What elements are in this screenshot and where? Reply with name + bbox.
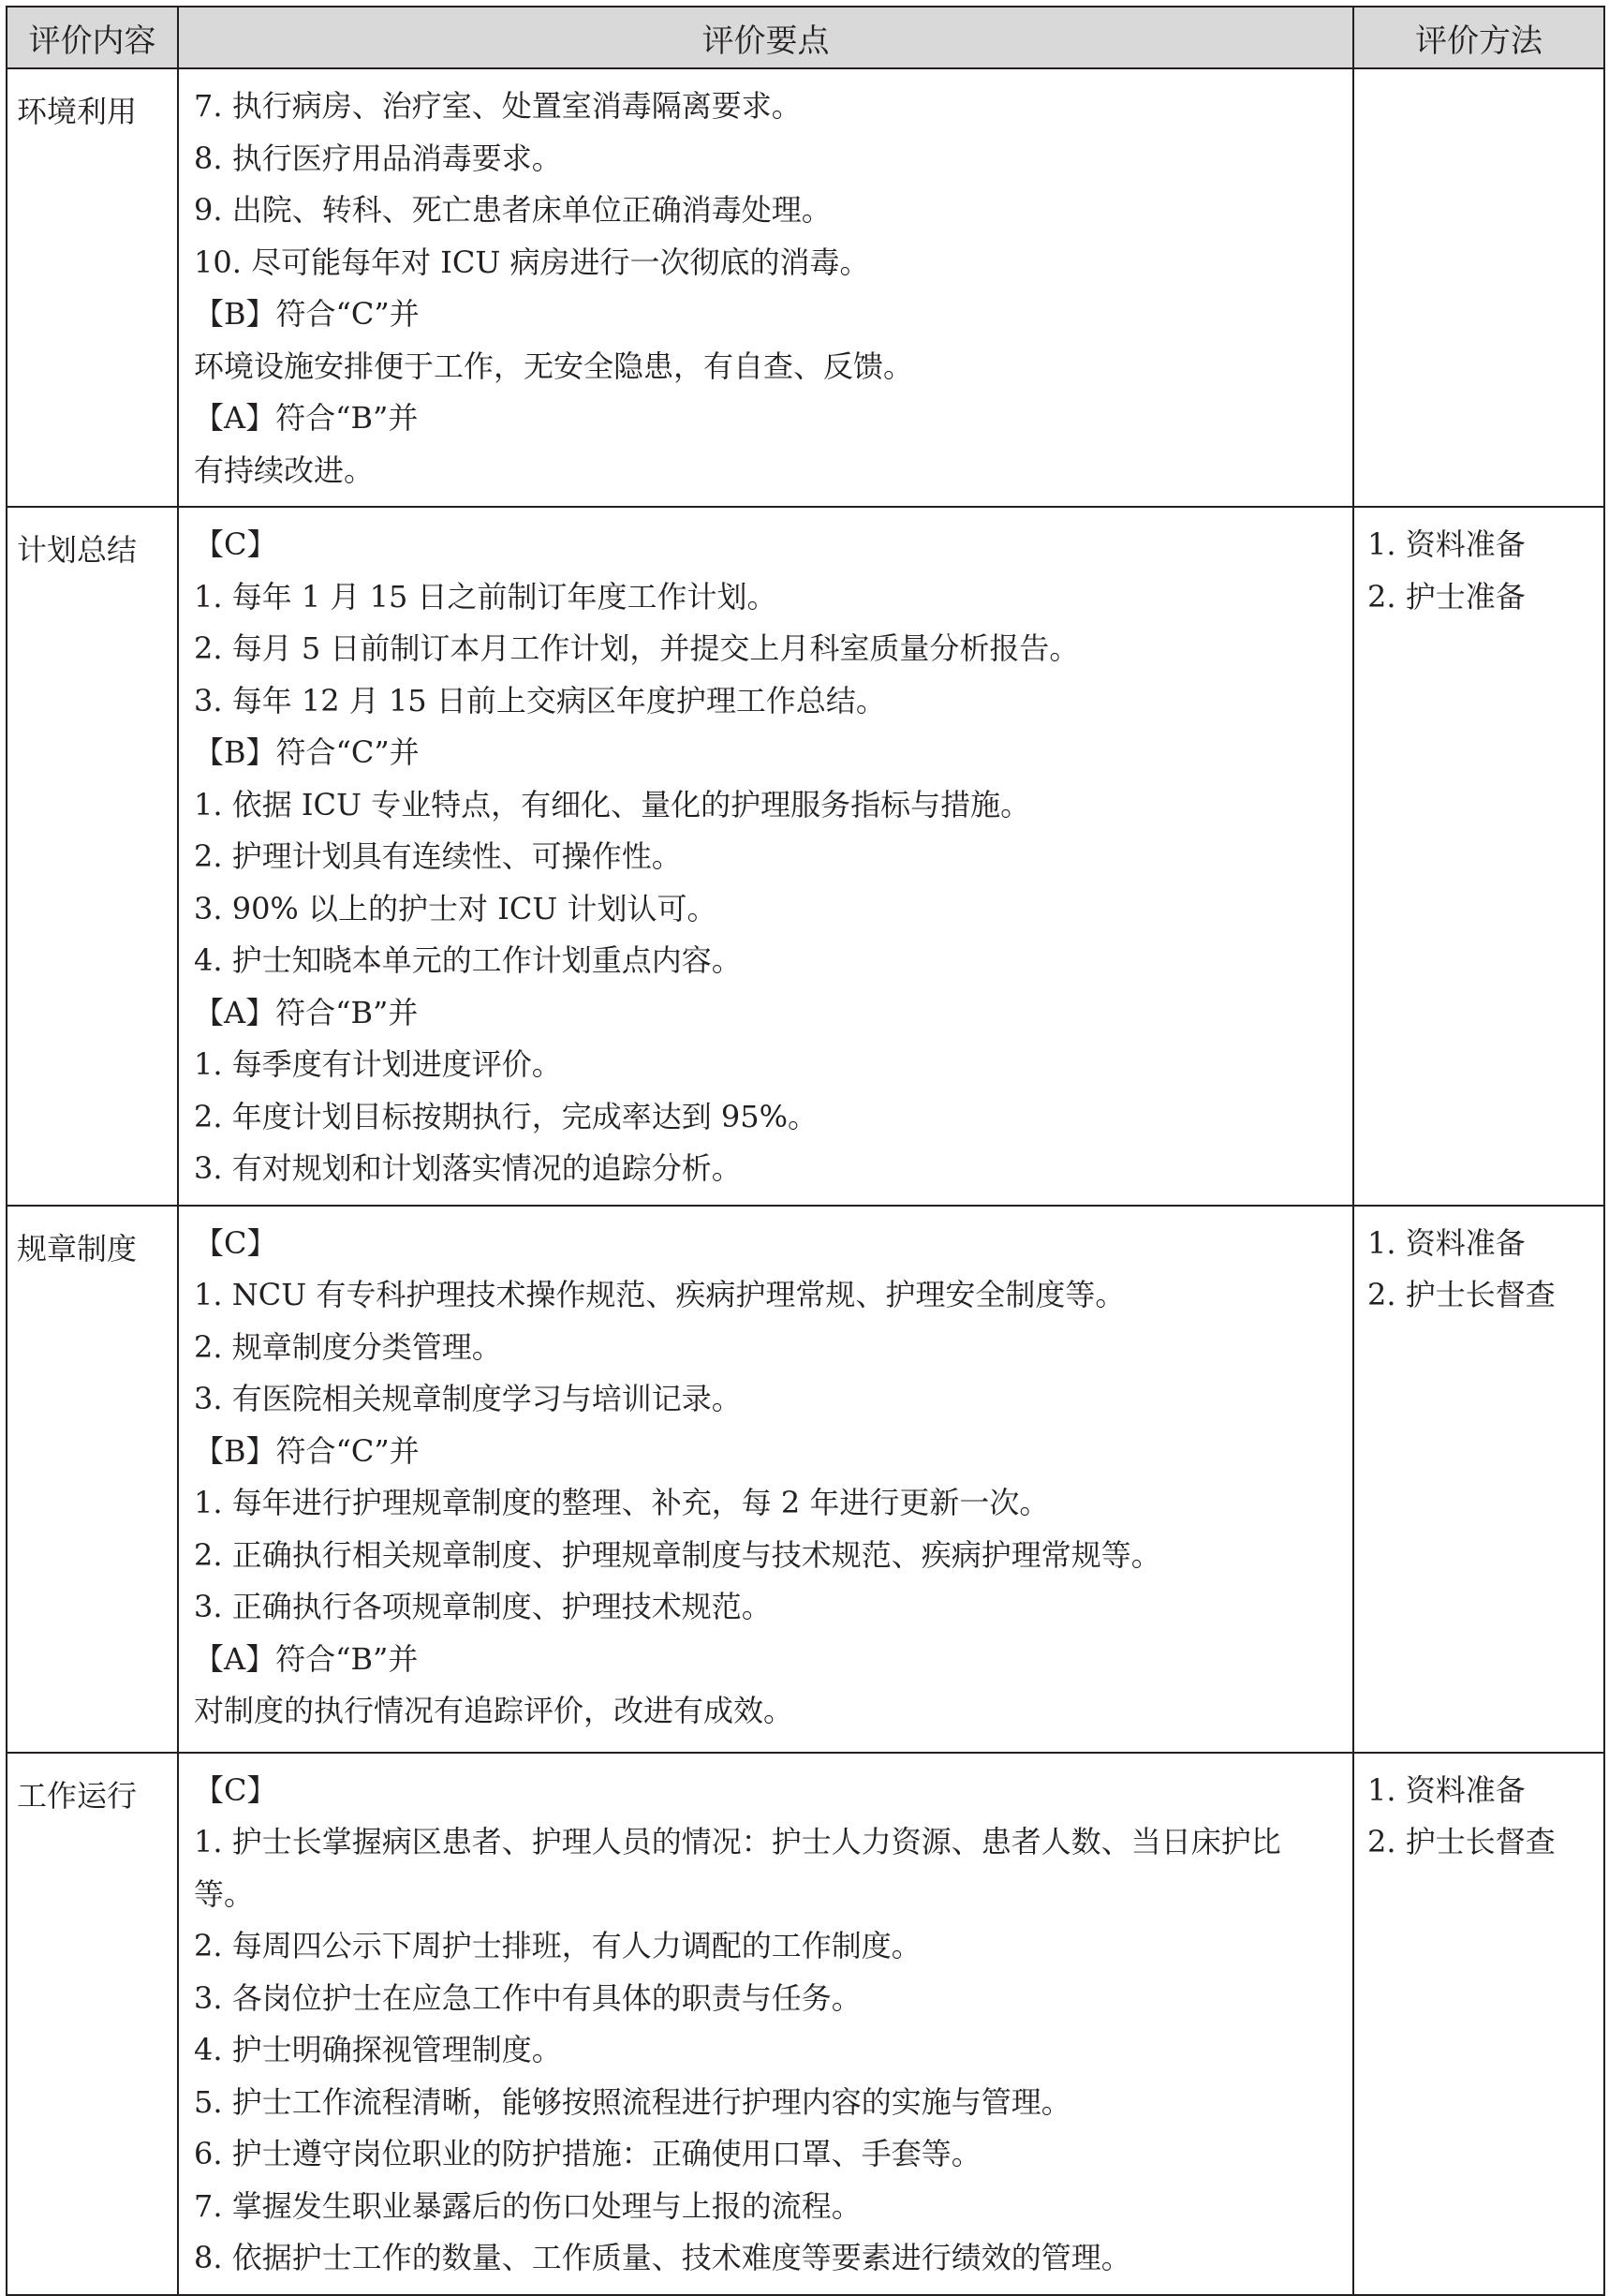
point-line: 7. 执行病房、治疗室、处置室消毒隔离要求。 — [194, 88, 802, 124]
point-line: 9. 出院、转科、死亡患者床单位正确消毒处理。 — [194, 192, 832, 228]
point-line: 1. 每年进行护理规章制度的整理、补充，每 2 年进行更新一次。 — [194, 1485, 1050, 1520]
point-line: 1. 每年 1 月 15 日之前制订年度工作计划。 — [194, 578, 777, 615]
point-line: 2. 年度计划目标按期执行，完成率达到 95%。 — [194, 1098, 819, 1134]
point-line: 5. 护士工作流程清晰，能够按照流程进行护理内容的实施与管理。 — [194, 2083, 1071, 2120]
grade-heading: 【C】 — [194, 1771, 277, 1808]
point-line: 2. 正确执行相关规章制度、护理规章制度与技术规范、疾病护理常规等。 — [194, 1536, 1161, 1573]
row-category: 规章制度 — [7, 1206, 178, 1753]
evaluation-table — [6, 6, 1605, 2296]
point-line: 10. 尽可能每年对 ICU 病房进行一次彻底的消毒。 — [194, 244, 870, 280]
grade-heading: 【B】符合“C”并 — [194, 1432, 420, 1469]
row-category: 计划总结 — [7, 507, 178, 1206]
grade-heading: 【A】符合“B”并 — [194, 400, 419, 436]
method-line: 1. 资料准备 — [1367, 1224, 1526, 1261]
point-line: 1. 护士长掌握病区患者、护理人员的情况：护士人力资源、患者人数、当日床护比等。 — [194, 1824, 1281, 1912]
grade-heading: 【A】符合“B”并 — [194, 994, 419, 1030]
point-line: 1. 依据 ICU 专业特点，有细化、量化的护理服务指标与措施。 — [194, 786, 1031, 822]
table-row — [7, 1206, 1604, 1753]
header-category: 评价内容 — [7, 7, 178, 68]
point-line: 1. NCU 有专科护理技术操作规范、疾病护理常规、护理安全制度等。 — [194, 1277, 1126, 1312]
point-line: 6. 护士遵守岗位职业的防护措施：正确使用口罩、手套等。 — [194, 2136, 982, 2171]
point-line: 2. 每月 5 日前制订本月工作计划，并提交上月科室质量分析报告。 — [194, 630, 1080, 666]
method-line: 1. 资料准备 — [1367, 526, 1526, 562]
point-line: 环境设施安排便于工作，无安全隐患，有自查、反馈。 — [194, 348, 914, 384]
point-line: 4. 护士明确探视管理制度。 — [194, 2032, 562, 2067]
row-points — [178, 507, 1353, 1206]
point-line: 1. 每季度有计划进度评价。 — [194, 1046, 562, 1082]
point-line: 有持续改进。 — [194, 452, 375, 488]
table-header — [7, 7, 1604, 68]
row-methods — [1353, 1206, 1604, 1753]
point-line: 4. 护士知晓本单元的工作计划重点内容。 — [194, 942, 742, 978]
method-line: 2. 护士长督查 — [1367, 1277, 1556, 1312]
method-line: 2. 护士长督查 — [1367, 1824, 1556, 1859]
row-methods — [1353, 507, 1604, 1206]
point-line: 3. 90% 以上的护士对 ICU 计划认可。 — [194, 890, 717, 926]
point-line: 3. 有对规划和计划落实情况的追踪分析。 — [194, 1150, 742, 1186]
point-line: 2. 护理计划具有连续性、可操作性。 — [194, 838, 682, 874]
row-methods — [1353, 68, 1604, 507]
point-line: 对制度的执行情况有追踪评价，改进有成效。 — [194, 1693, 794, 1728]
row-methods — [1353, 1753, 1604, 2295]
point-line: 3. 各岗位护士在应急工作中有具体的职责与任务。 — [194, 1979, 862, 2016]
header-methods: 评价方法 — [1353, 7, 1604, 68]
table-row — [7, 68, 1604, 507]
point-line: 8. 执行医疗用品消毒要求。 — [194, 140, 562, 176]
row-points — [178, 1753, 1353, 2295]
row-category: 工作运行 — [7, 1753, 178, 2295]
point-line: 2. 每周四公示下周护士排班，有人力调配的工作制度。 — [194, 1928, 922, 1963]
point-line: 3. 有医院相关规章制度学习与培训记录。 — [194, 1381, 742, 1416]
grade-heading: 【C】 — [194, 1224, 277, 1261]
method-line: 1. 资料准备 — [1367, 1771, 1526, 1808]
row-category: 环境利用 — [7, 68, 178, 507]
point-line: 8. 依据护士工作的数量、工作质量、技术难度等要素进行绩效的管理。 — [194, 2240, 1131, 2275]
point-line: 2. 规章制度分类管理。 — [194, 1328, 502, 1365]
grade-heading: 【B】符合“C”并 — [194, 734, 420, 770]
header-points: 评价要点 — [178, 7, 1353, 68]
grade-heading: 【A】符合“B”并 — [194, 1640, 419, 1677]
method-line: 2. 护士准备 — [1367, 578, 1526, 615]
row-points — [178, 68, 1353, 507]
grade-heading: 【C】 — [194, 526, 277, 562]
grade-heading: 【B】符合“C”并 — [194, 296, 420, 332]
table-row — [7, 507, 1604, 1206]
row-points — [178, 1206, 1353, 1753]
point-line: 7. 掌握发生职业暴露后的伤口处理与上报的流程。 — [194, 2187, 862, 2224]
point-line: 3. 正确执行各项规章制度、护理技术规范。 — [194, 1589, 772, 1624]
table-row — [7, 1753, 1604, 2295]
point-line: 3. 每年 12 月 15 日前上交病区年度护理工作总结。 — [194, 682, 886, 718]
